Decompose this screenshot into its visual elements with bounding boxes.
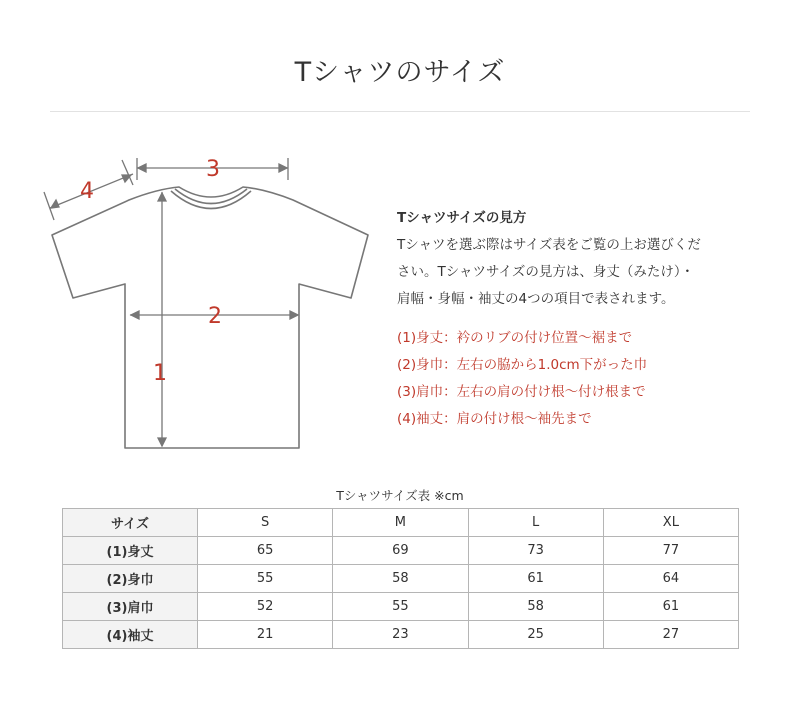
table-row <box>63 621 739 649</box>
row-label: (3)肩巾 <box>63 593 198 621</box>
table-row <box>63 565 739 593</box>
table-cell: 27 <box>603 621 738 649</box>
table-cell: 61 <box>468 565 603 593</box>
table-cell: 77 <box>603 537 738 565</box>
table-caption: Tシャツサイズ表 ※cm <box>336 488 464 503</box>
measurement-definitions <box>397 325 777 433</box>
table-cell: 61 <box>603 593 738 621</box>
table-cell: 23 <box>333 621 468 649</box>
header-l: L <box>468 509 603 537</box>
guide-line: Tシャツを選ぶ際はサイズ表をご覧の上お選びくだ <box>397 237 701 253</box>
table-header-row <box>63 509 739 537</box>
definition-item: (2)身巾：左右の脇から1.0cm下がった巾 <box>397 357 648 373</box>
measure-label-3: 3 <box>206 157 220 182</box>
row-label: (2)身巾 <box>63 565 198 593</box>
table-cell: 58 <box>468 593 603 621</box>
table-cell: 55 <box>198 565 333 593</box>
table-cell: 58 <box>333 565 468 593</box>
header-size: サイズ <box>63 509 198 537</box>
definition-item: (3)肩巾：左右の肩の付け根〜付け根まで <box>397 384 646 400</box>
definition-item: (4)袖丈：肩の付け根〜袖先まで <box>397 411 592 427</box>
table-cell: 55 <box>333 593 468 621</box>
table-cell: 25 <box>468 621 603 649</box>
table-row <box>63 593 739 621</box>
header-s: S <box>198 509 333 537</box>
size-table <box>62 508 739 649</box>
definition-item: (1)身丈：衿のリブの付け位置〜裾まで <box>397 330 633 346</box>
table-cell: 52 <box>198 593 333 621</box>
table-cell: 21 <box>198 621 333 649</box>
table-cell: 73 <box>468 537 603 565</box>
table-row <box>63 537 739 565</box>
guide-line: 肩幅・身幅・袖丈の4つの項目で表されます。 <box>397 291 675 307</box>
row-label: (4)袖丈 <box>63 621 198 649</box>
guide-line: さい。Tシャツサイズの見方は、身丈（みたけ）・ <box>397 264 695 280</box>
table-cell: 69 <box>333 537 468 565</box>
measure-label-4: 4 <box>80 179 94 204</box>
guide-heading: Tシャツサイズの見方 <box>397 210 527 226</box>
header-xl: XL <box>603 509 738 537</box>
measure-label-1: 1 <box>153 361 167 386</box>
measure-label-2: 2 <box>208 304 222 329</box>
tshirt-measurement-diagram <box>30 140 370 470</box>
table-cell: 65 <box>198 537 333 565</box>
guide-paragraph <box>397 232 777 313</box>
title-divider <box>50 111 750 112</box>
header-m: M <box>333 509 468 537</box>
size-guide <box>397 205 777 433</box>
page-title: Tシャツのサイズ <box>294 57 506 88</box>
table-cell: 64 <box>603 565 738 593</box>
row-label: (1)身丈 <box>63 537 198 565</box>
